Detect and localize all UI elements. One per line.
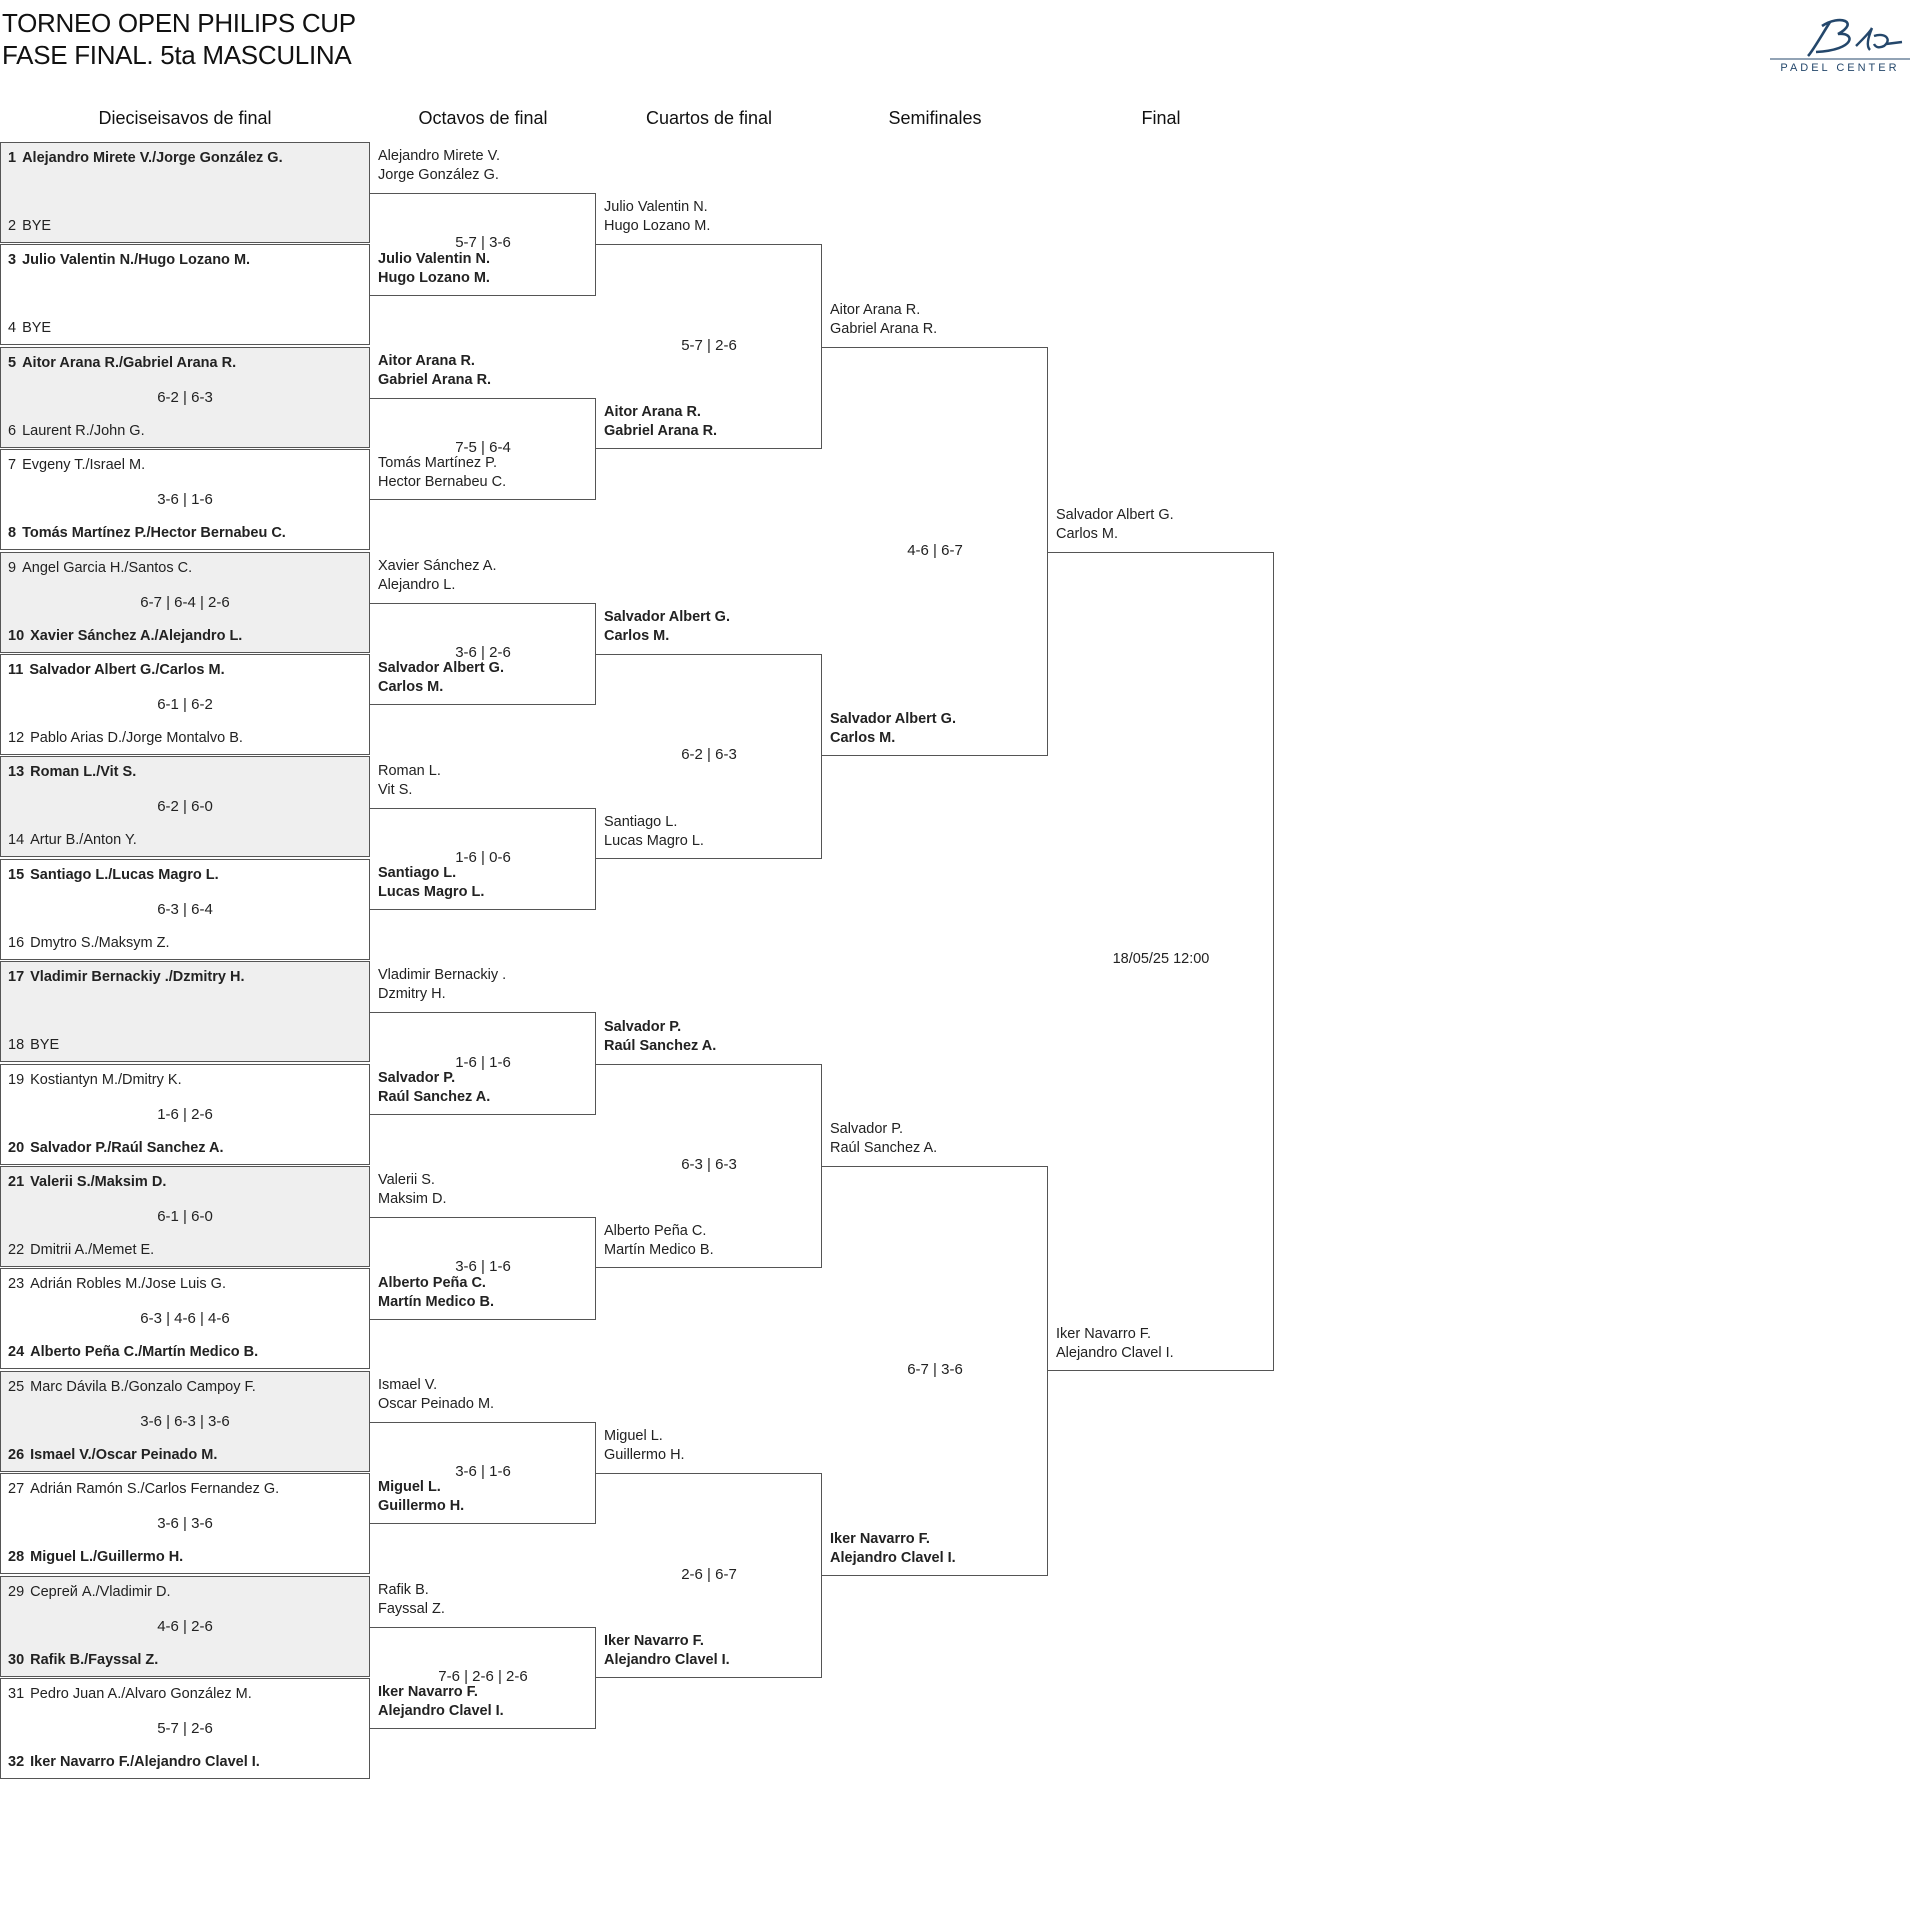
slot-bottom-team [370,1376,596,1414]
slot-bottom-team [370,1478,596,1516]
player-name: Oscar Peinado M. [378,1396,495,1412]
r32-match [0,961,370,1062]
player-name: Hugo Lozano M. [604,218,711,235]
team-name: Сергей А./Vladimir D. [30,1583,171,1600]
final-schedule: 18/05/25 12:00 [1112,951,1210,968]
r32-match [0,654,370,755]
r16-match-score: 7-5 | 6-4 [455,439,511,457]
round-header-r32: Dieciseisavos de final [98,108,272,128]
r16-match-score: 3-6 | 1-6 [455,1258,511,1276]
slot-bottom-team [370,966,596,1004]
qf-match-score: 2-6 | 6-7 [681,1565,737,1583]
team-name: Artur B./Anton Y. [30,832,137,849]
seed-number: 26 [8,1446,25,1463]
team-bottom [8,628,242,644]
player-name: Ismael V. [378,1377,438,1393]
player-name: Miguel L. [378,1479,441,1496]
seed-number: 30 [8,1651,25,1668]
player-name: Jorge González G. [378,167,499,184]
team-name: Adrián Robles M./Jose Luis G. [30,1276,226,1293]
player-name: Salvador Albert G. [830,711,956,728]
team-name: Vladimir Bernackiy ./Dzmitry H. [30,969,245,986]
player-name: Dzmitry H. [378,986,446,1003]
player-name: Alejandro Clavel I. [1056,1344,1174,1361]
slot-bottom-team [1048,1325,1274,1363]
team-bottom [8,832,137,848]
player-name: Iker Navarro F. [1056,1325,1152,1342]
player-name: Valerii S. [378,1172,435,1189]
team-name: Salvador Albert G./Carlos M. [29,662,225,678]
slot-bottom-team [370,557,596,595]
seed-number: 27 [8,1481,25,1498]
slot-bottom-team [370,1581,596,1619]
team-name: Iker Navarro F./Alejandro Clavel I. [30,1754,260,1770]
team-top [8,662,225,678]
slot-bottom-team [370,864,596,902]
qf-match-score: 5-7 | 2-6 [681,336,737,354]
player-name: Hector Bernabeu C. [378,474,507,491]
team-bottom [8,218,51,234]
seed-number: 32 [8,1754,25,1770]
player-name: Iker Navarro F. [378,1684,478,1701]
seed-number: 23 [8,1276,25,1293]
slot-bottom-team [596,813,822,851]
player-name: Vit S. [378,781,413,798]
player-name: Fayssal Z. [378,1600,445,1617]
player-name: Salvador Albert G. [1056,506,1174,523]
match-score: 6-1 | 6-0 [157,1208,213,1225]
team-name: Dmitrii A./Memet E. [30,1242,155,1258]
slot-bottom-team [370,1683,596,1721]
seed-number: 12 [8,730,25,746]
r32-match [0,859,370,960]
slot-bottom-team [370,762,596,800]
player-name: Miguel L. [604,1428,663,1445]
team-name: Julio Valentin N./Hugo Lozano M. [22,252,251,269]
team-name: Aitor Arana R./Gabriel Arana R. [22,354,237,371]
team-top [8,150,283,166]
seed-number: 22 [8,1242,25,1258]
team-name: Ismael V./Oscar Peinado M. [30,1446,218,1463]
player-name: Gabriel Arana R. [604,423,718,440]
seed-number: 21 [8,1174,25,1190]
player-name: Iker Navarro F. [830,1530,930,1547]
slot-bottom-team [596,403,822,441]
player-name: Lucas Magro L. [378,884,485,900]
logo-text: PADEL CENTER [1780,62,1900,74]
slot-bottom-team [596,608,822,646]
seed-number: 16 [8,934,25,951]
seed-number: 1 [8,150,17,166]
slot-bottom-team [822,301,1048,339]
player-name: Raúl Sanchez A. [604,1037,717,1054]
seed-number: 20 [8,1139,25,1156]
seed-number: 28 [8,1549,25,1566]
player-name: Rafik B. [378,1581,429,1598]
team-bottom [8,730,243,746]
slot-bottom-team [596,1018,822,1056]
seed-number: 18 [8,1037,25,1054]
player-name: Carlos M. [1056,525,1119,542]
team-top [8,1379,256,1395]
player-name: Santiago L. [378,865,457,881]
player-name: Lucas Magro L. [604,832,704,849]
seed-number: 19 [8,1071,25,1088]
team-name: Pablo Arias D./Jorge Montalvo B. [30,730,243,746]
seed-number: 15 [8,866,25,883]
team-name: Marc Dávila B./Gonzalo Campoy F. [30,1378,256,1395]
seed-number: 29 [8,1583,25,1600]
r32-match [0,1166,370,1267]
player-name: Alberto Peña C. [604,1223,707,1240]
player-name: Aitor Arana R. [378,353,475,369]
player-name: Alejandro L. [378,576,456,593]
seed-number: 31 [8,1686,25,1702]
player-name: Carlos M. [604,628,670,644]
team-name: Roman L./Vit S. [30,764,137,781]
match-score: 6-3 | 4-6 | 4-6 [140,1310,230,1328]
round-header-sf: Semifinales [888,108,982,128]
r32-match [0,1371,370,1472]
team-name: Alberto Peña C./Martín Medico B. [30,1344,259,1361]
player-name: Gabriel Arana R. [378,372,492,388]
team-bottom [8,935,170,951]
player-name: Vladimir Bernackiy . [378,967,507,984]
player-name: Guillermo H. [378,1498,465,1515]
qf-match-score: 6-3 | 6-3 [681,1156,737,1173]
seed-number: 17 [8,969,25,986]
seed-number: 25 [8,1378,25,1395]
phase-title: FASE FINAL. 5ta MASCULINA [2,40,352,70]
team-name: Dmytro S./Maksym Z. [30,934,170,951]
r32-match [0,756,370,857]
slot-bottom-team [370,454,596,492]
match-score: 6-2 | 6-0 [157,798,213,816]
player-name: Alejandro Mirete V. [378,148,500,165]
player-name: Julio Valentin N. [378,250,490,267]
sf-match-score: 6-7 | 3-6 [907,1360,963,1378]
padel-center-logo [1760,8,1920,72]
player-name: Tomás Martínez P. [378,455,498,472]
r32-match [0,1064,370,1165]
seed-number: 4 [8,320,17,337]
round-header-final: Final [1141,108,1181,128]
team-bottom [8,1037,59,1053]
player-name: Martín Medico B. [604,1242,714,1259]
team-top [8,560,192,576]
r32-match [0,1576,370,1677]
team-top [8,457,145,473]
match-score: 3-6 | 1-6 [157,491,213,509]
seed-number: 2 [8,218,17,234]
player-name: Raúl Sanchez A. [830,1140,938,1156]
match-score: 1-6 | 2-6 [157,1105,213,1123]
match-score: 6-3 | 6-4 [157,900,213,918]
seed-number: 5 [8,354,17,371]
r16-match-score: 7-6 | 2-6 | 2-6 [438,1668,528,1685]
seed-number: 10 [8,627,25,644]
slot-bottom-team [596,1427,822,1465]
round-header-r16: Octavos de final [418,108,548,128]
team-bottom [8,1652,158,1668]
player-name: Maksim D. [378,1191,447,1208]
match-score: 6-7 | 6-4 | 2-6 [140,593,230,611]
player-name: Carlos M. [830,730,896,747]
player-name: Santiago L. [604,813,678,830]
team-name: Salvador P./Raúl Sanchez A. [30,1139,224,1156]
player-name: Salvador P. [378,1069,456,1086]
player-name: Hugo Lozano M. [378,269,490,286]
match-score: 5-7 | 2-6 [157,1720,213,1737]
r32-match [0,1473,370,1574]
sf-match-score: 4-6 | 6-7 [907,541,963,559]
seed-number: 24 [8,1344,25,1361]
slot-bottom-team [822,710,1048,748]
seed-number: 9 [8,559,17,576]
team-name: Rafik B./Fayssal Z. [30,1651,159,1668]
slot-bottom-team [1048,506,1274,544]
seed-number: 14 [8,832,25,849]
player-name: Alberto Peña C. [378,1274,486,1291]
r32-match [0,347,370,448]
player-name: Roman L. [378,762,441,779]
slot-bottom-team [370,1069,596,1107]
team-top [8,1686,252,1702]
team-name: Xavier Sánchez A./Alejandro L. [30,627,243,644]
r32-match [0,552,370,653]
seed-number: 7 [8,457,17,474]
seed-number: 11 [8,662,24,678]
team-name: Evgeny T./Israel M. [22,457,146,474]
seed-number: 13 [8,764,25,781]
team-top [8,1276,226,1292]
slot-bottom-team [370,250,596,288]
player-name: Salvador P. [830,1121,904,1137]
team-bottom [8,1140,224,1156]
slot-bottom-team [822,1120,1048,1158]
seed-number: 3 [8,252,17,269]
slot-bottom-team [596,1222,822,1260]
player-name: Raúl Sanchez A. [378,1088,491,1105]
slot-bottom-team [370,147,596,185]
player-name: Iker Navarro F. [604,1633,704,1649]
team-name: Tomás Martínez P./Hector Bernabeu C. [22,525,286,542]
team-name: Angel Garcia H./Santos C. [22,559,193,576]
seed-number: 6 [8,422,17,439]
team-bottom [8,320,51,336]
team-top [8,355,236,371]
match-score: 6-1 | 6-2 [157,696,213,713]
logo-signature-icon [1760,8,1920,62]
player-name: Guillermo H. [604,1447,685,1464]
match-score: 3-6 | 3-6 [157,1515,213,1533]
player-name: Alejandro Clavel I. [604,1652,730,1668]
match-score: 3-6 | 6-3 | 3-6 [140,1412,230,1430]
team-name: Adrián Ramón S./Carlos Fernandez G. [30,1481,280,1498]
team-bottom [8,1242,154,1258]
match-score: 4-6 | 2-6 [157,1617,213,1635]
team-name: BYE [30,1037,60,1054]
slot-bottom-team [370,1171,596,1209]
team-top [8,1072,182,1088]
player-name: Gabriel Arana R. [830,320,938,337]
slot-bottom-team [596,198,822,236]
match-score: 6-2 | 6-3 [157,388,213,406]
team-bottom [8,1344,258,1360]
r32-match [0,449,370,550]
team-top [8,1174,166,1190]
team-name: Pedro Juan A./Alvaro González M. [30,1686,252,1702]
r16-match-score: 1-6 | 0-6 [455,848,511,866]
player-name: Xavier Sánchez A. [378,557,497,574]
team-top [8,969,245,985]
team-name: BYE [22,218,52,234]
r16-match-score: 3-6 | 1-6 [455,1463,511,1481]
player-name: Martín Medico B. [378,1293,495,1310]
tournament-title: TORNEO OPEN PHILIPS CUP [2,8,356,38]
player-name: Alejandro Clavel I. [378,1703,504,1720]
player-name: Salvador Albert G. [378,660,504,677]
team-top [8,1584,171,1600]
r16-match-score: 5-7 | 3-6 [455,234,511,252]
team-top [8,764,136,780]
player-name: Aitor Arana R. [830,301,921,318]
r16-match-score: 3-6 | 2-6 [455,644,511,661]
qf-match-score: 6-2 | 6-3 [681,746,737,764]
team-top [8,252,250,268]
r16-match-score: 1-6 | 1-6 [455,1053,511,1071]
team-name: BYE [22,320,52,337]
r32-match [0,1268,370,1369]
team-bottom [8,1447,217,1463]
team-bottom [8,1549,183,1565]
team-name: Laurent R./John G. [22,422,145,439]
team-bottom [8,423,145,439]
seed-number: 8 [8,525,17,542]
player-name: Carlos M. [378,679,444,696]
team-bottom [8,525,286,541]
team-name: Valerii S./Maksim D. [30,1174,167,1190]
team-top [8,1481,279,1497]
r32-match [0,244,370,345]
player-name: Aitor Arana R. [604,404,701,421]
team-bottom [8,1754,260,1770]
team-name: Alejandro Mirete V./Jorge González G. [22,150,283,166]
slot-bottom-team [370,1274,596,1312]
slot-bottom-team [822,1530,1048,1568]
player-name: Salvador P. [604,1018,682,1035]
player-name: Alejandro Clavel I. [830,1549,956,1566]
team-top [8,867,219,883]
slot-bottom-team [596,1632,822,1670]
team-name: Kostiantyn M./Dmitry K. [30,1071,182,1088]
team-name: Miguel L./Guillermo H. [30,1549,184,1566]
round-header-qf: Cuartos de final [645,108,773,128]
player-name: Salvador Albert G. [604,609,730,625]
slot-bottom-team [370,352,596,390]
slot-bottom-team [370,659,596,697]
team-name: Santiago L./Lucas Magro L. [30,866,219,883]
r32-match [0,142,370,243]
player-name: Julio Valentin N. [604,199,708,216]
r32-match [0,1678,370,1779]
